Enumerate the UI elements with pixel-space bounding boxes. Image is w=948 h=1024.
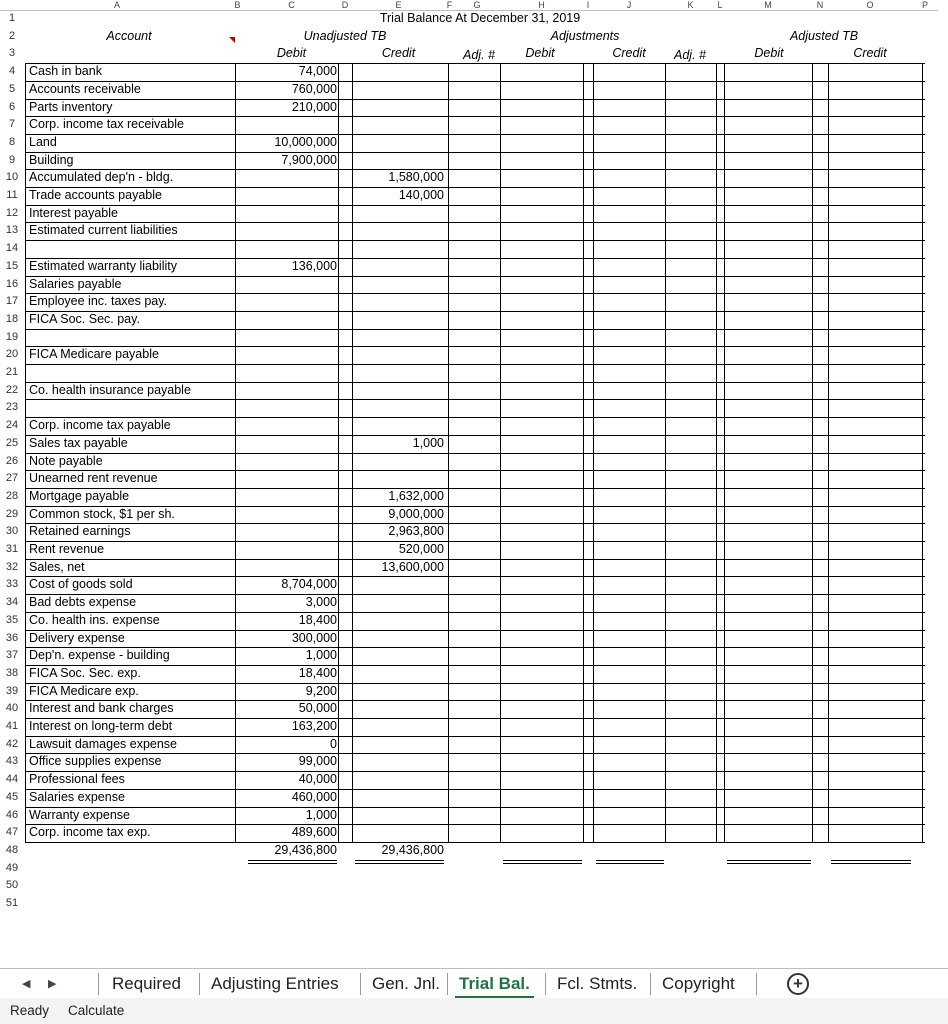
- row-header-41[interactable]: 41: [5, 720, 19, 732]
- row-header-35[interactable]: 35: [5, 613, 19, 626]
- account-cell[interactable]: Office supplies expense: [29, 754, 162, 769]
- table-row: [24, 753, 924, 771]
- header-account: Account: [106, 28, 152, 43]
- column-header-j[interactable]: J: [593, 0, 665, 10]
- table-row: [24, 364, 924, 382]
- table-row: [24, 116, 924, 134]
- column-header-f[interactable]: F: [446, 0, 453, 10]
- tab-separator: [360, 973, 361, 995]
- table-row: [24, 222, 924, 240]
- table-row: [24, 736, 924, 754]
- account-cell[interactable]: Land: [29, 134, 57, 149]
- total-debit[interactable]: 29,436,800: [274, 842, 337, 857]
- table-row: [24, 594, 924, 612]
- total-underline: [727, 863, 811, 864]
- column-header-g[interactable]: G: [454, 0, 500, 10]
- row-header-49[interactable]: 49: [5, 861, 19, 874]
- tab-separator: [545, 973, 546, 995]
- account-cell[interactable]: Interest on long-term debt: [29, 719, 173, 733]
- column-border: [716, 63, 717, 842]
- table-row: [24, 647, 924, 665]
- total-underline: [831, 863, 911, 864]
- tab-separator: [199, 973, 200, 995]
- unadj-credit-cell[interactable]: 2,963,800: [388, 524, 444, 539]
- unadj-debit-cell[interactable]: 300,000: [291, 630, 337, 645]
- account-cell[interactable]: Note payable: [29, 453, 103, 468]
- table-row: [24, 453, 924, 471]
- column-header-c[interactable]: C: [245, 0, 338, 10]
- account-cell[interactable]: FICA Medicare payable: [29, 347, 159, 362]
- unadj-debit-cell[interactable]: 163,200: [291, 719, 337, 733]
- column-border: [235, 63, 236, 842]
- account-cell[interactable]: FICA Medicare exp.: [29, 683, 139, 698]
- account-cell[interactable]: Salaries expense: [29, 789, 125, 804]
- unadj-debit-cell[interactable]: 99,000: [298, 754, 337, 769]
- tab-separator: [447, 973, 448, 995]
- tab-adjusting-entries[interactable]: Adjusting Entries: [211, 974, 339, 993]
- table-row: [24, 683, 924, 701]
- table-row: [24, 382, 924, 400]
- account-cell[interactable]: Accounts receivable: [29, 81, 141, 96]
- total-underline: [596, 860, 664, 861]
- unadj-debit-cell[interactable]: 8,704,000: [281, 577, 337, 592]
- row-header-14[interactable]: 14: [5, 242, 19, 255]
- table-row: [24, 399, 924, 417]
- row-header-5[interactable]: 5: [8, 82, 16, 95]
- unadj-credit-cell[interactable]: 520,000: [398, 542, 444, 556]
- account-cell[interactable]: Dep'n. expense - building: [29, 648, 170, 663]
- row-header-3[interactable]: 3: [8, 47, 16, 60]
- header-adjtb-debit: Debit: [754, 46, 784, 61]
- row-header-38[interactable]: 38: [5, 666, 19, 679]
- account-cell[interactable]: Co. health ins. expense: [29, 612, 160, 627]
- row-header-33[interactable]: 33: [5, 578, 19, 591]
- row-header-8[interactable]: 8: [8, 135, 16, 148]
- unadj-credit-cell[interactable]: 1,632,000: [388, 488, 444, 503]
- row-header-10[interactable]: 10: [5, 171, 19, 184]
- header-adj-credit: Credit: [612, 46, 646, 61]
- account-cell[interactable]: Corp. income tax receivable: [29, 117, 184, 132]
- column-border: [583, 63, 584, 842]
- tab-scroll-left-button[interactable]: ◀: [22, 978, 31, 990]
- row-header-4[interactable]: 4: [8, 65, 16, 78]
- account-cell[interactable]: Retained earnings: [29, 524, 131, 539]
- column-header-m[interactable]: M: [724, 0, 812, 10]
- status-bar: [0, 998, 948, 1024]
- row-header-9[interactable]: 9: [8, 153, 16, 166]
- unadj-debit-cell[interactable]: 40,000: [298, 772, 337, 787]
- account-cell[interactable]: Common stock, $1 per sh.: [29, 506, 175, 521]
- row-header-31[interactable]: 31: [5, 543, 19, 555]
- header-adj-num-2: Adj. #: [674, 48, 706, 63]
- column-header-d[interactable]: D: [338, 0, 352, 10]
- column-header-b[interactable]: B: [230, 0, 245, 10]
- total-credit[interactable]: 29,436,800: [381, 842, 444, 857]
- row-header-37[interactable]: 37: [5, 649, 19, 662]
- total-underline: [248, 860, 337, 861]
- table-row: [24, 99, 924, 117]
- row-header-34[interactable]: 34: [5, 596, 19, 609]
- header-adjustments: Adjustments: [550, 28, 620, 43]
- row-header-18[interactable]: 18: [5, 312, 19, 325]
- unadj-debit-cell[interactable]: 136,000: [291, 258, 337, 273]
- total-underline: [503, 863, 582, 864]
- column-header-k[interactable]: K: [665, 0, 716, 10]
- header-unadjusted-tb: Unadjusted TB: [303, 28, 387, 43]
- table-row: [24, 417, 924, 435]
- table-row: [24, 630, 924, 648]
- header-adjtb-credit: Credit: [853, 46, 887, 61]
- table-row: [24, 293, 924, 311]
- table-row: [24, 506, 924, 524]
- total-underline: [596, 863, 664, 864]
- unadj-credit-cell[interactable]: 9,000,000: [388, 506, 444, 521]
- total-underline: [355, 863, 444, 864]
- column-border: [500, 63, 501, 842]
- row-header-42[interactable]: 42: [5, 737, 19, 750]
- table-row: [24, 541, 924, 559]
- column-header-i[interactable]: I: [583, 0, 593, 10]
- account-cell[interactable]: Professional fees: [29, 772, 125, 787]
- tab-separator: [756, 973, 757, 995]
- account-cell[interactable]: Delivery expense: [29, 630, 125, 645]
- table-row: [24, 488, 924, 506]
- unadj-debit-cell[interactable]: 18,400: [298, 612, 337, 627]
- tab-copyright[interactable]: Copyright: [662, 974, 735, 993]
- unadj-debit-cell[interactable]: 7,900,000: [281, 152, 337, 167]
- row-header-28[interactable]: 28: [5, 489, 19, 502]
- total-underline: [355, 860, 444, 861]
- row-header-39[interactable]: 39: [5, 684, 19, 697]
- unadj-debit-cell[interactable]: 74,000: [298, 64, 337, 79]
- row-header-47[interactable]: 47: [5, 826, 19, 839]
- unadj-debit-cell[interactable]: 489,600: [291, 825, 337, 840]
- unadj-credit-cell[interactable]: 1,580,000: [388, 170, 444, 185]
- row-header-12[interactable]: 12: [5, 206, 19, 219]
- column-header-a[interactable]: A: [24, 0, 210, 10]
- column-border: [25, 63, 26, 842]
- unadj-credit-cell[interactable]: 140,000: [398, 188, 444, 202]
- total-underline: [503, 860, 582, 861]
- account-cell[interactable]: Mortgage payable: [29, 488, 130, 503]
- row-header-1[interactable]: 1: [8, 12, 16, 24]
- table-row: [24, 523, 924, 541]
- table-row: [24, 470, 924, 488]
- table-row: [24, 346, 924, 364]
- row-header-22[interactable]: 22: [5, 383, 19, 396]
- row-header-17[interactable]: 17: [5, 295, 19, 308]
- row-header-27[interactable]: 27: [5, 472, 19, 485]
- account-cell[interactable]: Corp. income tax payable: [29, 418, 171, 433]
- account-cell[interactable]: Cost of goods sold: [29, 577, 133, 592]
- column-header-e[interactable]: E: [352, 0, 445, 10]
- table-row: [24, 134, 924, 152]
- unadj-debit-cell[interactable]: 0: [330, 736, 337, 751]
- add-sheet-icon[interactable]: +: [787, 973, 809, 995]
- account-cell[interactable]: Co. health insurance payable: [29, 382, 191, 397]
- row-header-21[interactable]: 21: [5, 366, 19, 378]
- column-header-o[interactable]: O: [828, 0, 912, 10]
- account-cell[interactable]: Sales, net: [29, 559, 85, 574]
- account-cell[interactable]: Employee inc. taxes pay.: [29, 294, 168, 309]
- account-cell[interactable]: Building: [29, 152, 74, 167]
- account-cell[interactable]: Lawsuit damages expense: [29, 736, 178, 751]
- row-header-51[interactable]: 51: [5, 897, 19, 909]
- table-row: [24, 700, 924, 718]
- account-cell[interactable]: Cash in bank: [29, 64, 102, 79]
- tab-separator: [98, 973, 99, 995]
- account-cell[interactable]: Estimated warranty liability: [29, 258, 177, 273]
- total-underline: [248, 863, 337, 864]
- table-row: [24, 824, 924, 842]
- row-header-16[interactable]: 16: [5, 277, 19, 290]
- account-cell[interactable]: Warranty expense: [29, 807, 130, 822]
- status-ready: Ready: [10, 1003, 50, 1018]
- column-border: [593, 63, 594, 842]
- unadj-debit-cell[interactable]: 210,000: [291, 99, 337, 114]
- row-header-2[interactable]: 2: [8, 29, 16, 42]
- table-row: [24, 240, 924, 258]
- row-header-40[interactable]: 40: [5, 702, 19, 715]
- column-border: [828, 63, 829, 842]
- header-adjusted-tb: Adjusted TB: [789, 28, 859, 43]
- row-header-50[interactable]: 50: [5, 879, 19, 892]
- account-cell[interactable]: Salaries payable: [29, 276, 122, 291]
- total-underline: [727, 860, 811, 861]
- table-row: [24, 81, 924, 99]
- sheet-tab-bar: [0, 968, 948, 999]
- row-header-7[interactable]: 7: [8, 118, 16, 131]
- table-row: [24, 771, 924, 789]
- unadj-debit-cell[interactable]: 10,000,000: [274, 134, 337, 149]
- table-row: [24, 187, 924, 205]
- row-header-19[interactable]: 19: [5, 330, 19, 343]
- row-header-24[interactable]: 24: [5, 419, 19, 432]
- account-cell[interactable]: Rent revenue: [29, 542, 105, 556]
- unadj-debit-cell[interactable]: 760,000: [291, 81, 337, 96]
- row-header-48[interactable]: 48: [5, 843, 19, 856]
- table-row: [24, 311, 924, 329]
- account-cell[interactable]: Unearned rent revenue: [29, 471, 158, 486]
- row-header-20[interactable]: 20: [5, 348, 19, 361]
- sheet-title: Trial Balance At December 31, 2019: [379, 11, 581, 25]
- row-header-46[interactable]: 46: [5, 808, 19, 821]
- row-header-23[interactable]: 23: [5, 401, 19, 414]
- row-header-26[interactable]: 26: [5, 454, 19, 467]
- row-header-29[interactable]: 29: [5, 507, 19, 520]
- column-header-h[interactable]: H: [500, 0, 583, 10]
- table-row: [24, 205, 924, 223]
- row-header-11[interactable]: 11: [6, 189, 18, 201]
- header-unadj-debit: Debit: [276, 46, 307, 61]
- table-row: [24, 612, 924, 630]
- row-header-43[interactable]: 43: [5, 755, 19, 768]
- account-cell[interactable]: Bad debts expense: [29, 595, 137, 610]
- tab-gen-jnl[interactable]: Gen. Jnl.: [372, 974, 441, 993]
- column-border: [352, 63, 353, 842]
- unadj-debit-cell[interactable]: 18,400: [298, 665, 337, 680]
- table-row: [24, 63, 924, 81]
- unadj-debit-cell[interactable]: 1,000: [305, 807, 337, 822]
- column-border: [665, 63, 666, 842]
- row-header-13[interactable]: 13: [5, 224, 19, 237]
- row-border: [25, 842, 925, 843]
- unadj-credit-cell[interactable]: 13,600,000: [381, 559, 444, 574]
- status-calculate[interactable]: Calculate: [68, 1003, 125, 1018]
- row-header-45[interactable]: 45: [5, 790, 19, 803]
- row-header-30[interactable]: 30: [5, 525, 19, 538]
- row-header-36[interactable]: 36: [5, 631, 19, 644]
- column-header-p[interactable]: P: [912, 0, 938, 10]
- table-row: [24, 152, 924, 170]
- header-unadj-credit: Credit: [381, 46, 416, 61]
- unadj-debit-cell[interactable]: 1,000: [305, 648, 337, 663]
- column-border: [448, 63, 449, 842]
- header-adj-debit: Debit: [525, 46, 555, 61]
- table-row: [24, 665, 924, 683]
- table-row: [24, 718, 924, 736]
- tab-separator: [650, 973, 651, 995]
- unadj-debit-cell[interactable]: 460,000: [291, 789, 337, 804]
- column-header-l[interactable]: L: [717, 0, 723, 10]
- table-row: [24, 435, 924, 453]
- unadj-credit-cell[interactable]: 1,000: [412, 435, 444, 450]
- table-row: [24, 789, 924, 807]
- unadj-debit-cell[interactable]: 50,000: [298, 701, 337, 716]
- table-row: [24, 329, 924, 347]
- row-header-15[interactable]: 15: [5, 259, 19, 272]
- row-header-44[interactable]: 44: [5, 773, 19, 786]
- account-cell[interactable]: Estimated current liabilities: [29, 223, 178, 238]
- account-cell[interactable]: Corp. income tax exp.: [29, 825, 151, 840]
- table-row: [24, 807, 924, 825]
- account-cell[interactable]: Interest and bank charges: [29, 701, 174, 716]
- row-header-6[interactable]: 6: [8, 100, 16, 113]
- tab-fcl-stmts[interactable]: Fcl. Stmts.: [557, 974, 638, 993]
- column-border: [724, 63, 725, 842]
- unadj-debit-cell[interactable]: 3,000: [305, 595, 337, 610]
- account-cell[interactable]: Trade accounts payable: [29, 188, 162, 202]
- tab-trial-bal[interactable]: Trial Bal.: [455, 969, 534, 999]
- table-row: [24, 576, 924, 594]
- table-row: [24, 559, 924, 577]
- column-header-n[interactable]: N: [812, 0, 828, 10]
- account-cell[interactable]: Accumulated dep'n - bldg.: [29, 170, 174, 185]
- column-border: [338, 63, 339, 842]
- account-cell[interactable]: FICA Soc. Sec. exp.: [29, 665, 141, 680]
- header-adj-num-1: Adj. #: [463, 48, 495, 63]
- row-header-25[interactable]: 25: [5, 436, 19, 449]
- row-header-32[interactable]: 32: [5, 560, 19, 573]
- unadj-debit-cell[interactable]: 9,200: [305, 683, 337, 698]
- tab-required[interactable]: Required: [112, 974, 181, 993]
- table-row: [24, 276, 924, 294]
- total-underline: [831, 860, 911, 861]
- table-row: [24, 258, 924, 276]
- column-border: [922, 63, 923, 842]
- account-cell[interactable]: Interest payable: [29, 205, 118, 220]
- comment-indicator-icon[interactable]: [229, 37, 235, 43]
- tab-scroll-right-button[interactable]: ▶: [48, 978, 57, 990]
- account-cell[interactable]: Parts inventory: [29, 99, 113, 114]
- table-row: [24, 169, 924, 187]
- account-cell[interactable]: FICA Soc. Sec. pay.: [29, 311, 140, 326]
- column-border: [812, 63, 813, 842]
- account-cell[interactable]: Sales tax payable: [29, 435, 128, 450]
